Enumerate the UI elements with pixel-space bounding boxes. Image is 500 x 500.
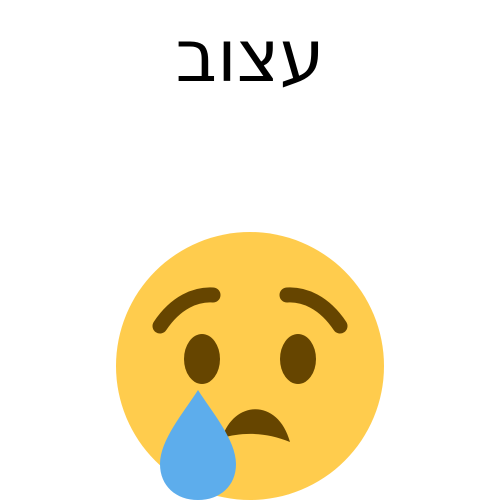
- crying-face-icon: [116, 232, 384, 500]
- right-eye: [280, 334, 316, 384]
- word-label: עצוב: [175, 14, 325, 98]
- left-eye: [184, 334, 220, 384]
- face-circle: [116, 232, 384, 500]
